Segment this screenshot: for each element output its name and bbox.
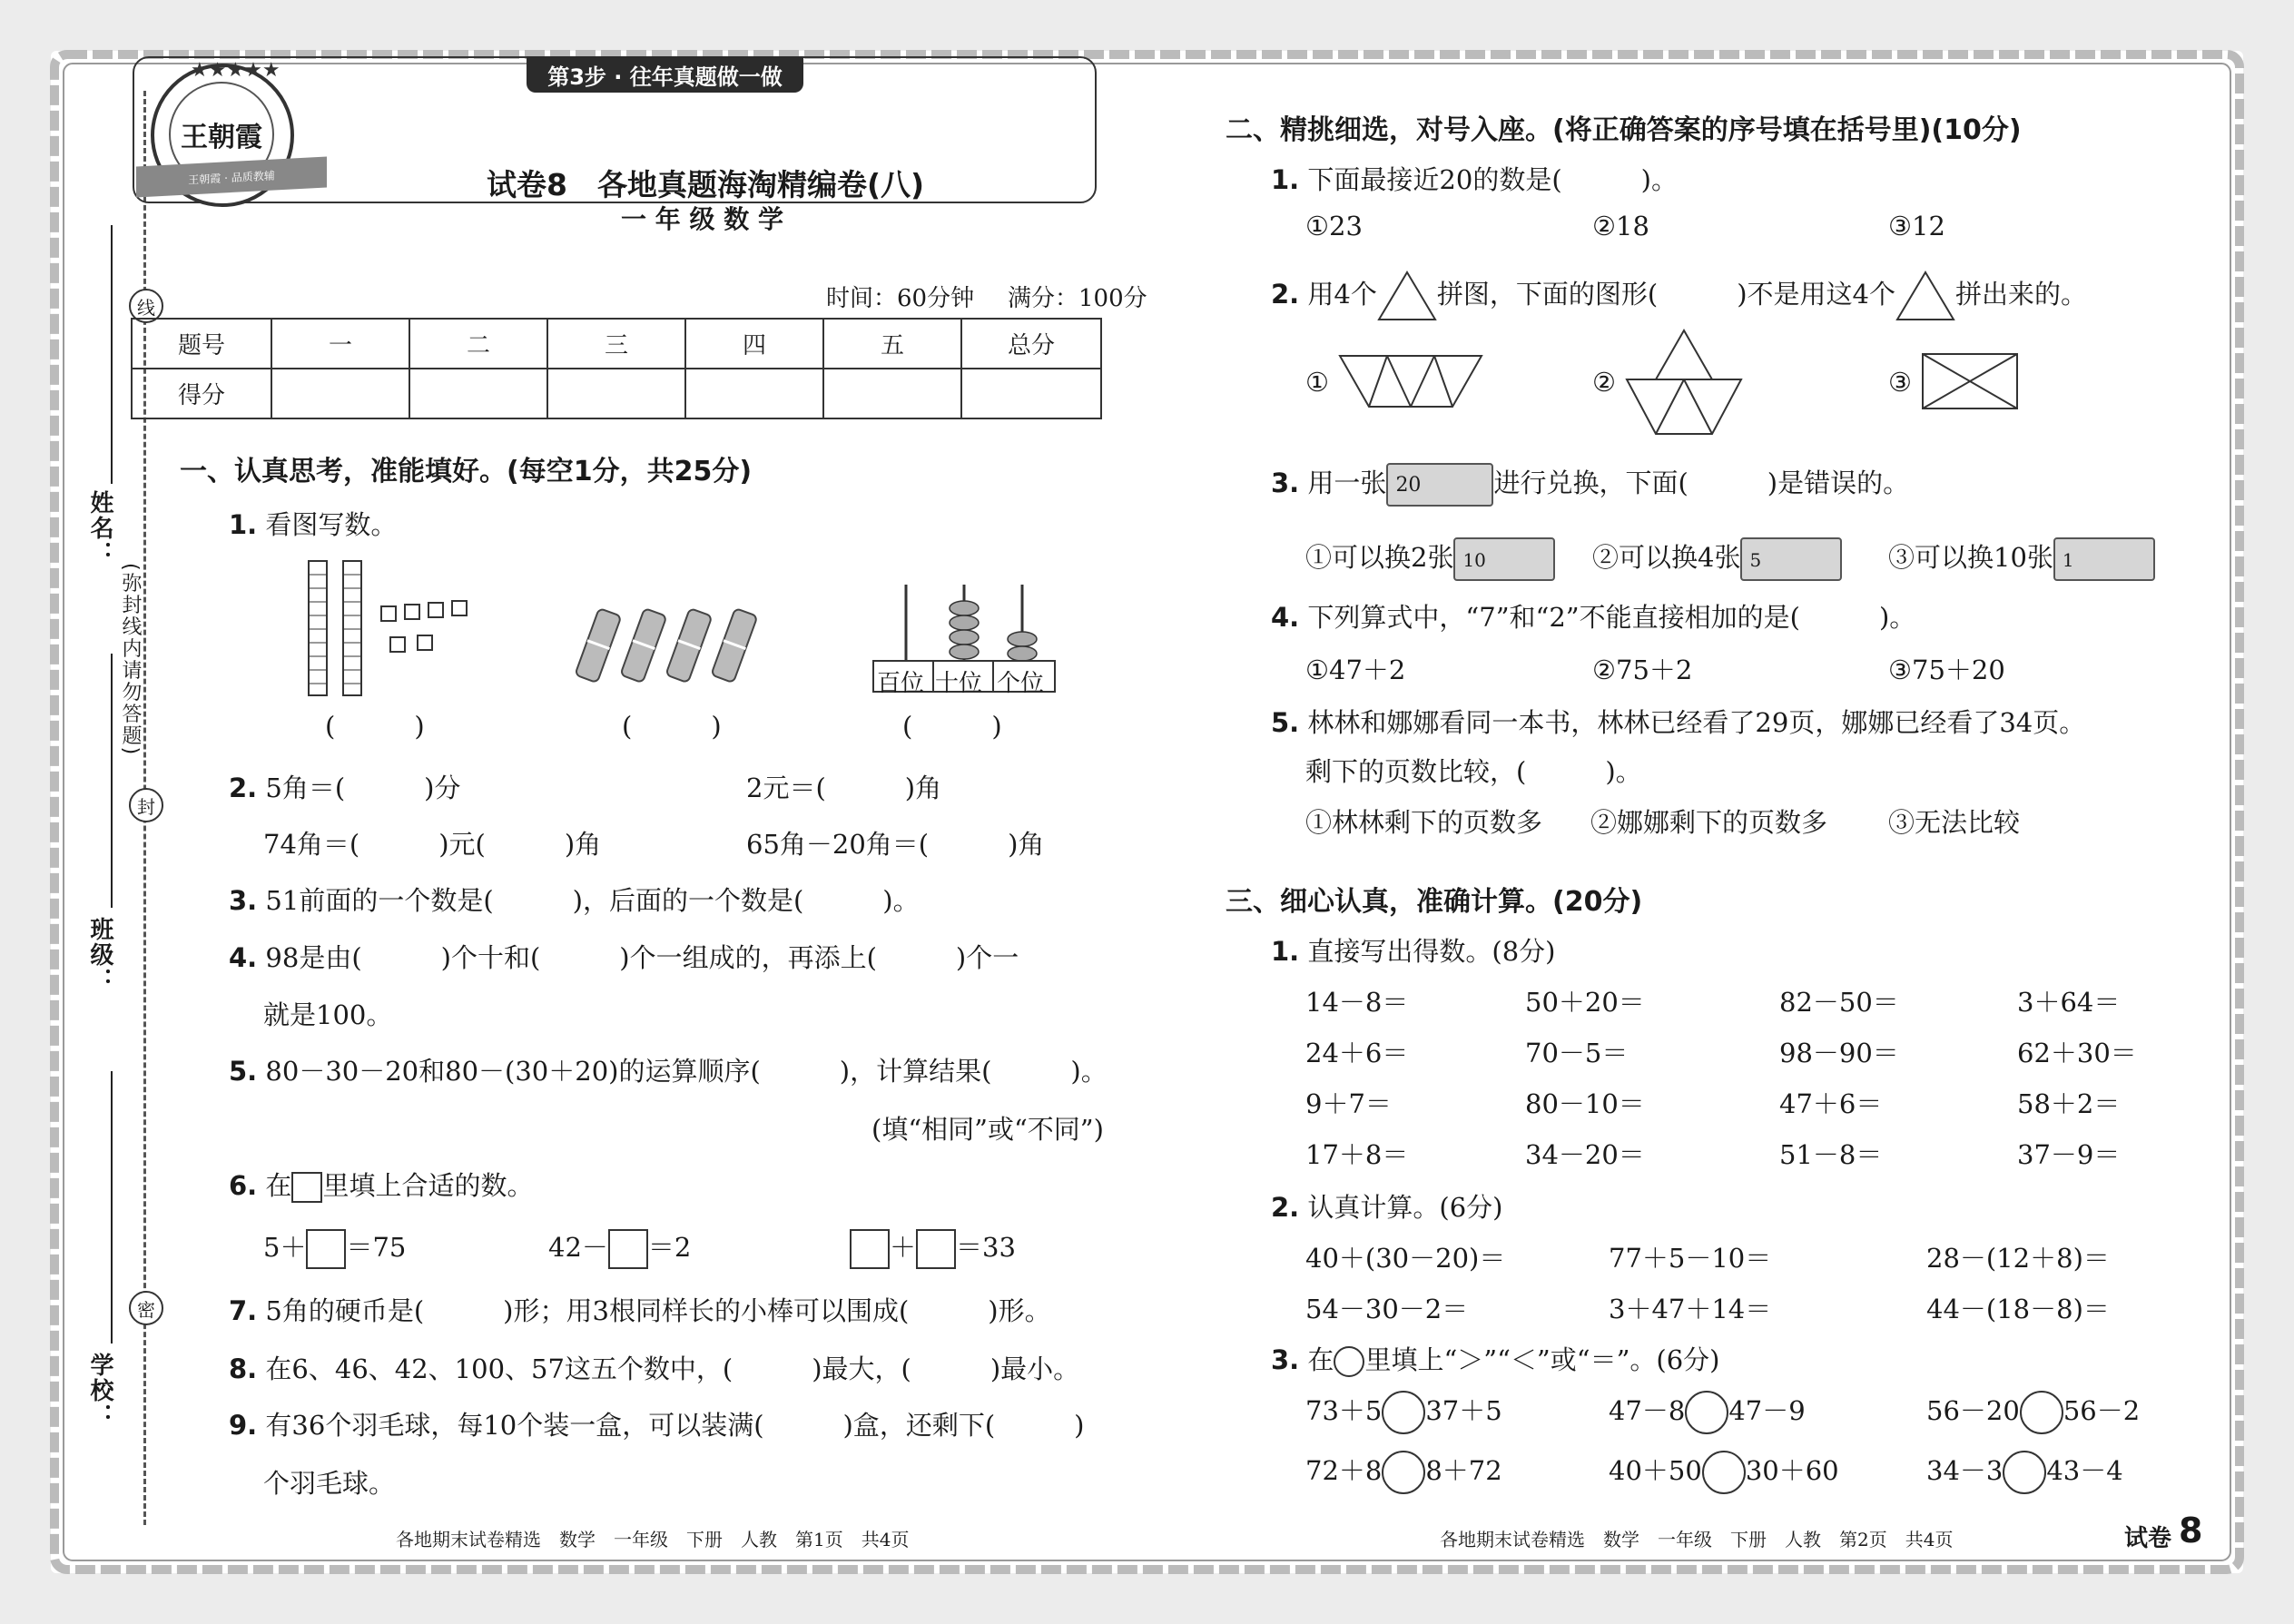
s2-q5-line2: 剩下的页数比较，( )。 [1305,756,1642,787]
compare-left: 47－8 [1609,1395,1686,1426]
ten-rods-and-cubes-image [300,557,481,703]
s3-q3-item [1609,1451,1839,1494]
s3-q2-item: 3＋47＋14＝ [1609,1294,1772,1324]
s3-q2-item: 44－(18－8)＝ [1926,1294,2110,1324]
option1-parallelogram-shape [1338,352,1483,410]
score-cell[interactable] [409,369,547,418]
compare-left: 40＋50 [1609,1455,1702,1486]
s1-q3 [229,881,920,918]
s3-q3 [1271,1340,1719,1377]
footer-right: 各地期末试卷精选 数学 一年级 下册 人教 第2页 共4页 [1440,1529,1954,1550]
q-text: 51前面的一个数是( )，后面的一个数是( )。 [265,885,920,916]
s3-q1 [1271,931,1556,969]
s3-q1-item: 70－5＝ [1525,1038,1629,1068]
compare-right: 47－9 [1728,1395,1806,1426]
s3-q3-item [1609,1391,1806,1434]
s3-q1-item: 98－90＝ [1779,1038,1899,1068]
banknote-icon: 5 [1740,537,1842,581]
s3-q2-item: 40＋(30－20)＝ [1305,1243,1506,1274]
binding-mark-mi: 密 [129,1291,163,1325]
s3-q1-item: 47＋6＝ [1779,1088,1883,1119]
eq-left: 5＋ [263,1232,307,1263]
score-cell[interactable] [823,369,961,418]
full-score: 满分：100分 [1008,285,1147,312]
s2-q1-opt1[interactable]: ①23 [1305,211,1363,241]
paper-badge-label: 试卷 [2124,1525,2172,1552]
exam-time: 时间：60分钟 [826,285,975,312]
q-number: 9. [229,1410,258,1441]
s2-q4-opt2[interactable]: ②75＋2 [1592,655,1693,685]
q-number: 1. [1271,164,1300,195]
s2-q2-opt1-label[interactable]: ① [1305,367,1329,398]
compare-right: 43－4 [2046,1455,2123,1486]
q-number: 8. [229,1353,258,1384]
triangle-icon [1377,271,1437,321]
q-number: 4. [229,942,258,973]
abacus-label-hundreds: 百位 [877,670,925,697]
s2-q3-opt3[interactable] [1888,537,2155,581]
q-number: 3. [1271,468,1300,498]
s3-q1-item: 24＋6＝ [1305,1038,1409,1068]
s2-q5-opt3[interactable]: ③无法比较 [1888,807,2021,838]
q-text: 在6、46、42、100、57这五个数中，( )最大，( )最小。 [265,1353,1080,1384]
q-text: 进行兑换，下面( )是错误的。 [1493,468,1910,498]
s2-q1-opt2[interactable]: ②18 [1592,211,1649,241]
compare-circle[interactable] [2020,1391,2063,1434]
svg-text:★★★★★: ★★★★★ [191,59,281,82]
s2-q3-opt2[interactable] [1592,537,1842,581]
s3-q1-item: 80－10＝ [1525,1088,1645,1119]
q-text: 98是由( )个十和( )个一组成的，再添上( )个一 [265,942,1019,973]
binding-warning: (弥封线内请勿答题) [119,563,142,757]
score-table-header-row [132,319,1101,369]
name-label: 姓名： [86,490,113,566]
answer-box[interactable] [306,1229,346,1269]
q-number: 4. [1271,602,1300,633]
s3-q1-item: 17＋8＝ [1305,1139,1409,1170]
s1-q6 [229,1166,533,1203]
q-text: 下面最接近20的数是( )。 [1307,164,1678,195]
score-header-cell: 五 [823,319,961,369]
compare-left: 73＋5 [1305,1395,1383,1426]
compare-left: 72＋8 [1305,1455,1383,1486]
opt-text: ②可以换4张 [1592,542,1741,573]
q-text: 拼图，下面的图形( )不是用这4个 [1436,279,1895,310]
s1-q4-line2: 就是100。 [263,999,393,1030]
q-text: 在 [265,1170,292,1201]
s1-q2-line1b: 2元＝( )角 [746,773,942,803]
q-text: 直接写出得数。(8分) [1307,936,1556,967]
section3-heading: 三、细心认真，准确计算。(20分) [1226,886,1643,918]
s1-q1 [229,505,397,542]
section2-heading: 二、精挑细选，对号入座。(将正确答案的序号填在括号里)(10分) [1226,114,2022,146]
paper-title: 试卷8 各地真题海淘精编卷(八) [487,167,925,202]
q-text: 认真计算。(6分) [1307,1192,1503,1223]
abacus-label-ones: 个位 [997,670,1045,697]
eq-right: ＝2 [647,1232,692,1263]
q-text: 里填上“＞”“＜”或“＝”。(6分) [1364,1344,1720,1375]
s1-q6-eq3 [850,1227,1016,1269]
q-number: 7. [229,1295,258,1326]
compare-left: 56－20 [1926,1395,2020,1426]
compare-right: 56－2 [2063,1395,2141,1426]
answer-box[interactable] [850,1229,890,1269]
s1-q2-line2a: 74角＝( )元( )角 [263,829,602,860]
q-text: 有36个羽毛球，每10个装一盒，可以装满( )盒，还剩下( ) [265,1410,1085,1441]
q-number: 5. [1271,707,1300,738]
s2-q2 [1271,271,2087,321]
s1-q1-blank-3[interactable]: ( ) [902,711,1002,742]
compare-circle[interactable] [2003,1451,2046,1494]
s3-q1-item: 37－9＝ [2017,1139,2121,1170]
paper-badge-number: 8 [2179,1511,2203,1550]
q-number: 3. [1271,1344,1300,1375]
s2-q5 [1271,703,2085,740]
s1-q2-line1a [229,768,461,805]
banknote-icon: 1 [2053,537,2155,581]
s3-q3-item [1926,1451,2123,1494]
eq-right: ＝33 [956,1232,1016,1263]
s1-q2-line2b: 65角－20角＝( )角 [746,829,1045,860]
binding-mark-feng: 封 [129,788,163,822]
q-text: 5角＝( )分 [265,773,461,803]
score-table [131,318,1102,419]
q-text: 看图写数。 [265,509,398,540]
q-number: 6. [229,1170,258,1201]
paper-subtitle: 一 年 级 数 学 [621,204,783,234]
s3-q1-item: 34－20＝ [1525,1139,1645,1170]
s3-q2-item: 77＋5－10＝ [1609,1243,1772,1274]
score-row-label: 得分 [132,369,271,418]
section1-heading: 一、认真思考，准能填好。(每空1分，共25分) [180,456,753,487]
abacus-label-tens: 十位 [935,670,983,697]
compare-circle[interactable] [1382,1391,1425,1434]
logo-text: 王朝霞 [169,82,274,187]
s3-q3-item [1305,1391,1502,1434]
compare-circle[interactable] [1685,1391,1728,1434]
s2-q3 [1271,463,1909,507]
q-text: 5角的硬币是( )形；用3根同样长的小棒可以围成( )形。 [265,1295,1051,1326]
answer-box[interactable] [608,1229,648,1269]
s1-q5-hint: (填“相同”或“不同”) [871,1114,1104,1145]
q-text: 在 [1307,1344,1334,1375]
school-field[interactable] [111,1071,113,1343]
s2-q1-opt3[interactable]: ③12 [1888,211,1945,241]
s3-q1-item: 51－8＝ [1779,1139,1883,1170]
s3-q1-item: 62＋30＝ [2017,1038,2137,1068]
s2-q4-opt3[interactable]: ③75＋20 [1888,655,2005,685]
s2-q4-opt1[interactable]: ①47＋2 [1305,655,1406,685]
stick-bundles-image [590,599,781,690]
q-text: 林林和娜娜看同一本书，林林已经看了29页，娜娜已经看了34页。 [1307,707,2086,738]
compare-right: 8＋72 [1425,1455,1502,1486]
score-header-cell: 题号 [132,319,271,369]
s2-q5-opt1[interactable]: ①林林剩下的页数多 [1305,807,1543,838]
s2-q5-opt2[interactable]: ②娜娜剩下的页数多 [1590,807,1828,838]
s3-q2-item: 28－(12＋8)＝ [1926,1243,2110,1274]
q-number: 1. [229,509,258,540]
q-number: 2. [1271,279,1300,310]
s2-q2-opt2-label[interactable]: ② [1592,367,1616,398]
q-number: 1. [1271,936,1300,967]
score-header-cell: 二 [409,319,547,369]
s2-q3-opt1[interactable] [1305,537,1555,581]
s3-q1-item: 9＋7＝ [1305,1088,1392,1119]
footer-left: 各地期末试卷精选 数学 一年级 下册 人教 第1页 共4页 [396,1529,910,1550]
opt-text: ①可以换2张 [1305,542,1454,573]
name-field[interactable] [111,225,113,484]
s3-q1-item: 58＋2＝ [2017,1088,2121,1119]
score-header-cell: 总分 [961,319,1101,369]
q-number: 5. [229,1056,258,1087]
eq-left: 42－ [548,1232,608,1263]
step-tab: 第3步 · 往年真题做一做 [527,56,803,93]
logo-ribbon: 王朝霞 · 品质教辅 [136,156,327,197]
answer-box[interactable] [916,1229,956,1269]
option2-triangle-figure [1625,327,1743,439]
score-table-score-row [132,369,1101,418]
circle-symbol-icon [1334,1346,1364,1377]
q-text: 下列算式中，“7”和“2”不能直接相加的是( )。 [1307,602,1916,633]
s3-q3-item [1926,1391,2140,1434]
s3-q2-item: 54－30－2＝ [1305,1294,1469,1324]
score-cell[interactable] [685,369,823,418]
s3-q1-item: 50＋20＝ [1525,987,1645,1018]
compare-right: 37＋5 [1425,1395,1502,1426]
logo-stars-icon [191,54,281,82]
s1-q7 [229,1291,1051,1328]
q-text: 用一张 [1307,468,1387,498]
compare-right: 30＋60 [1745,1455,1839,1486]
s1-q1-blank-1[interactable]: ( ) [325,711,425,742]
q-text: 里填上合适的数。 [322,1170,534,1201]
eq-right: ＝75 [346,1232,407,1263]
score-cell[interactable] [961,369,1101,418]
box-symbol-icon [291,1172,322,1203]
score-cell[interactable] [271,369,409,418]
s2-q1 [1271,160,1678,197]
option3-rectangle-with-diagonals [1921,352,2021,412]
eq-mid: ＋ [890,1232,917,1263]
s3-q1-item: 14－8＝ [1305,987,1409,1018]
s1-q6-eq2 [548,1227,691,1269]
banknote-icon: 20 [1386,463,1493,507]
q-number: 3. [229,885,258,916]
s1-q5 [229,1051,1108,1088]
school-label: 学校： [86,1353,113,1429]
s2-q4 [1271,597,1915,635]
compare-circle[interactable] [1702,1451,1746,1494]
class-field[interactable] [111,654,113,908]
class-label: 班级： [86,917,113,993]
compare-left: 34－3 [1926,1455,2004,1486]
s3-q3-item [1305,1451,1502,1494]
s1-q6-eq1 [263,1227,406,1269]
q-text: 用4个 [1307,279,1377,310]
s1-q8 [229,1349,1079,1386]
q-text: 拼出来的。 [1954,279,2087,310]
s1-q9-line2: 个羽毛球。 [263,1468,396,1499]
q-number: 2. [1271,1192,1300,1223]
s3-q2 [1271,1187,1503,1225]
q-text: 80－30－20和80－(30＋20)的运算顺序( )，计算结果( )。 [265,1056,1108,1087]
s1-q9 [229,1405,1084,1442]
score-header-cell: 一 [271,319,409,369]
q-number: 2. [229,773,258,803]
s1-q1-blank-2[interactable]: ( ) [622,711,722,742]
score-header-cell: 三 [547,319,685,369]
s1-q4 [229,938,1019,975]
score-cell[interactable] [547,369,685,418]
banknote-icon: 10 [1453,537,1555,581]
score-header-cell: 四 [685,319,823,369]
s2-q2-opt3-label[interactable]: ③ [1888,367,1912,398]
binding-mark-xian: 线 [129,289,163,323]
s3-q1-item: 3＋64＝ [2017,987,2121,1018]
compare-circle[interactable] [1382,1451,1425,1494]
opt-text: ③可以换10张 [1888,542,2053,573]
triangle-icon [1895,271,1955,321]
s3-q1-item: 82－50＝ [1779,987,1899,1018]
